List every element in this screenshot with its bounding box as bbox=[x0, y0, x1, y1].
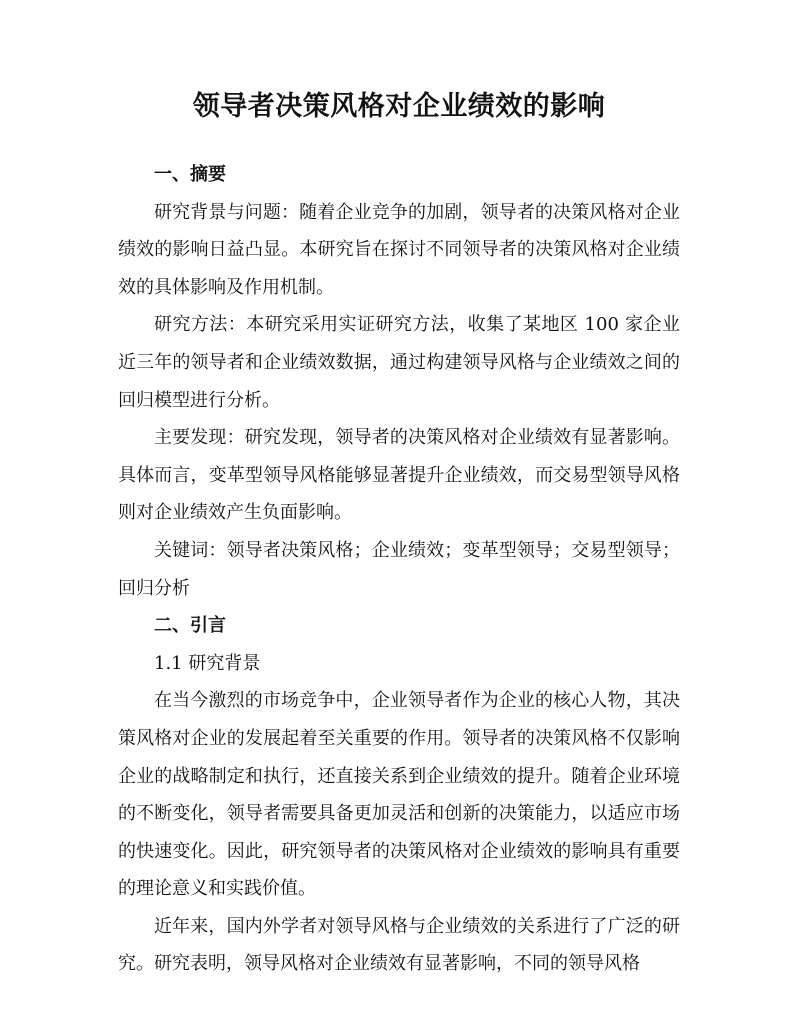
document-title: 领导者决策风格对企业绩效的影响 bbox=[192, 91, 606, 122]
introduction-heading: 二、引言 bbox=[154, 615, 226, 637]
abstract-findings-paragraph: 主要发现：研究发现，领导者的决策风格对企业绩效有显著影响。具体而言，变革型领导风格能够显著提升企业绩效，而交易型领导风格则对企业绩效产生负面影响。 bbox=[118, 427, 680, 524]
introduction-paragraph-2: 近年来，国内外学者对领导风格与企业绩效的关系进行了广泛的研究。研究表明，领导风格对企业绩效有显著影响，不同的领导风格 bbox=[118, 915, 680, 975]
abstract-heading: 一、摘要 bbox=[154, 164, 226, 185]
abstract-method-paragraph: 研究方法：本研究采用实证研究方法，收集了某地区 100 家企业近三年的领导者和企业绩效数据，通过构建领导风格与企业绩效之间的回归模型进行分析。 bbox=[118, 314, 680, 411]
introduction-paragraph-1: 在当今激烈的市场竞争中，企业领导者作为企业的核心人物，其决策风格对企业的发展起着至关重要的作用。领导者的决策风格不仅影响企业的战略制定和执行，还直接关系到企业绩效的提升。随着企业环境的不断变化，领导者需要具备更加灵活和创新的决策能力，以适应市场的快速变化。因此，研究领导者的决策风格对企业绩效的影响具有重要的理论意义和实践价值。 bbox=[118, 690, 680, 900]
research-background-subheading: 1.1 研究背景 bbox=[154, 652, 261, 674]
abstract-keywords-paragraph: 关键词：领导者决策风格；企业绩效；变革型领导；交易型领导；回归分析 bbox=[118, 539, 680, 599]
abstract-background-paragraph: 研究背景与问题：随着企业竞争的加剧，领导者的决策风格对企业绩效的影响日益凸显。本研究旨在探讨不同领导者的决策风格对企业绩效的具体影响及作用机制。 bbox=[118, 201, 680, 298]
